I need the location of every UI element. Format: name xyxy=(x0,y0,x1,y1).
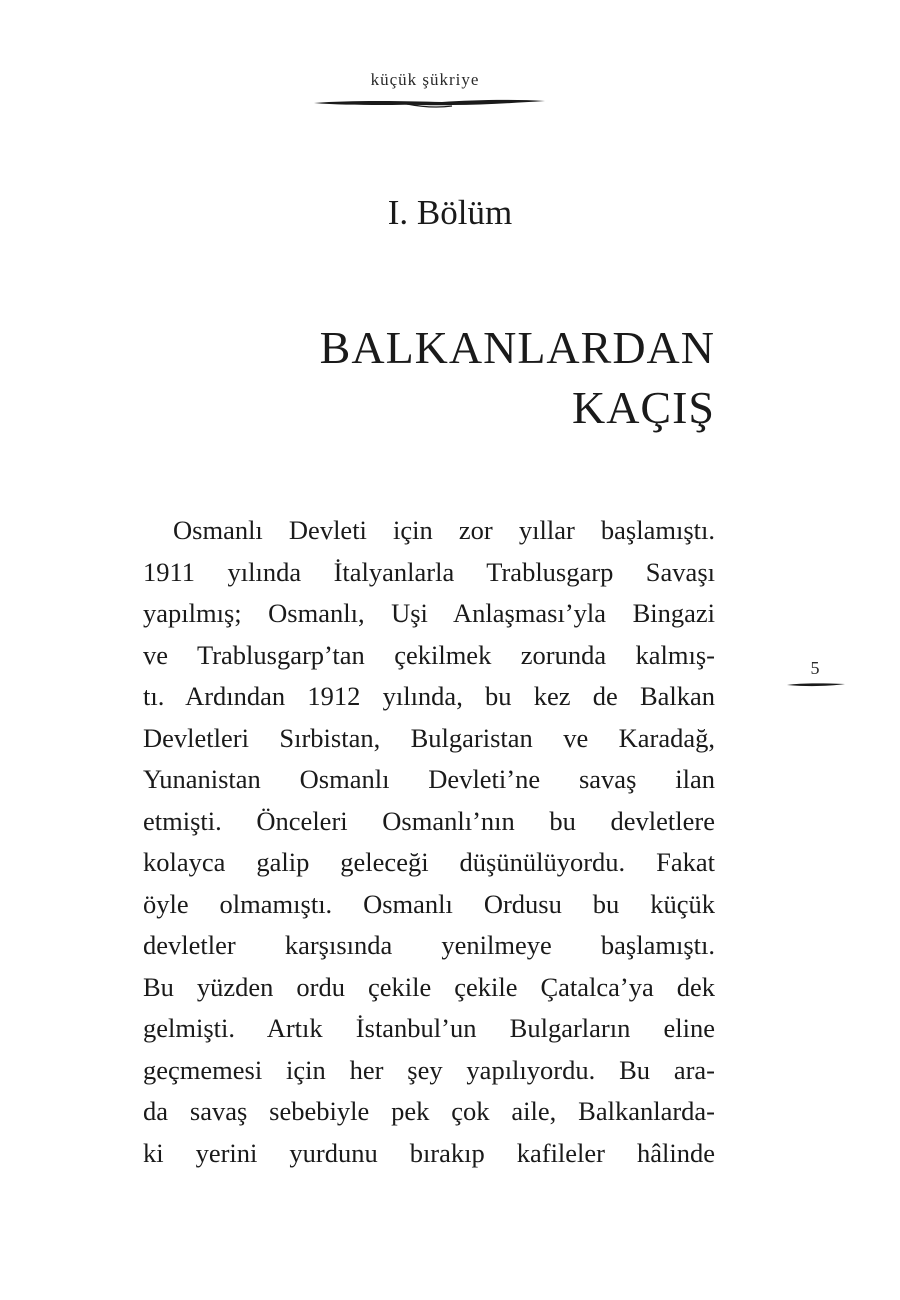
text-line: Yunanistan Osmanlı Devleti’ne savaş ilan xyxy=(143,764,715,794)
text-line: geçmemesi için her şey yapılıyordu. Bu ara- xyxy=(143,1054,715,1085)
text-line: ki yerini yurdunu bırakıp kafileler hâlinde xyxy=(143,1137,715,1168)
text-line: da savaş sebebiyle pek çok aile, Balkanlarda- xyxy=(143,1096,715,1126)
running-header: küçük şükriye xyxy=(370,70,480,89)
text-line: gelmişti. Artık İstanbul’un Bulgarların eline xyxy=(143,1013,715,1043)
text-line: kolayca galip geleceği düşünülüyordu. Fakat xyxy=(143,847,715,877)
text-line: etmişti. Önceleri Osmanlı’nın bu devletlere xyxy=(143,805,715,836)
text-line: 1911 yılında İtalyanlarla Trablusgarp Savaşı xyxy=(143,556,715,587)
text-line: Devletleri Sırbistan, Bulgaristan ve Karadağ, xyxy=(143,722,715,753)
chapter-label: I. Bölüm xyxy=(387,193,513,232)
text-line: yapılmış; Osmanlı, Uşi Anlaşması’yla Bingazi xyxy=(143,598,715,628)
text-line: Bu yüzden ordu çekile çekile Çatalca’ya dek xyxy=(143,971,715,1002)
page-number: 5 xyxy=(810,658,820,678)
brush-stroke-ornament xyxy=(312,92,547,112)
body-paragraph xyxy=(143,510,715,1174)
chapter-title xyxy=(155,318,715,438)
chapter-title-line: BALKANLARDAN xyxy=(319,322,715,373)
chapter-title-line: KAÇIŞ xyxy=(571,382,715,433)
text-line: devletler karşısında yenilmeye başlamıştı. xyxy=(143,930,715,960)
text-line: ve Trablusgarp’tan çekilmek zorunda kalmış- xyxy=(143,639,715,670)
text-line: tı. Ardından 1912 yılında, bu kez de Balkan xyxy=(143,681,715,711)
text-line: öyle olmamıştı. Osmanlı Ordusu bu küçük xyxy=(143,888,715,919)
text-line: Osmanlı Devleti için zor yıllar başlamıştı. xyxy=(173,515,715,545)
page-number-stroke-ornament xyxy=(785,680,847,690)
